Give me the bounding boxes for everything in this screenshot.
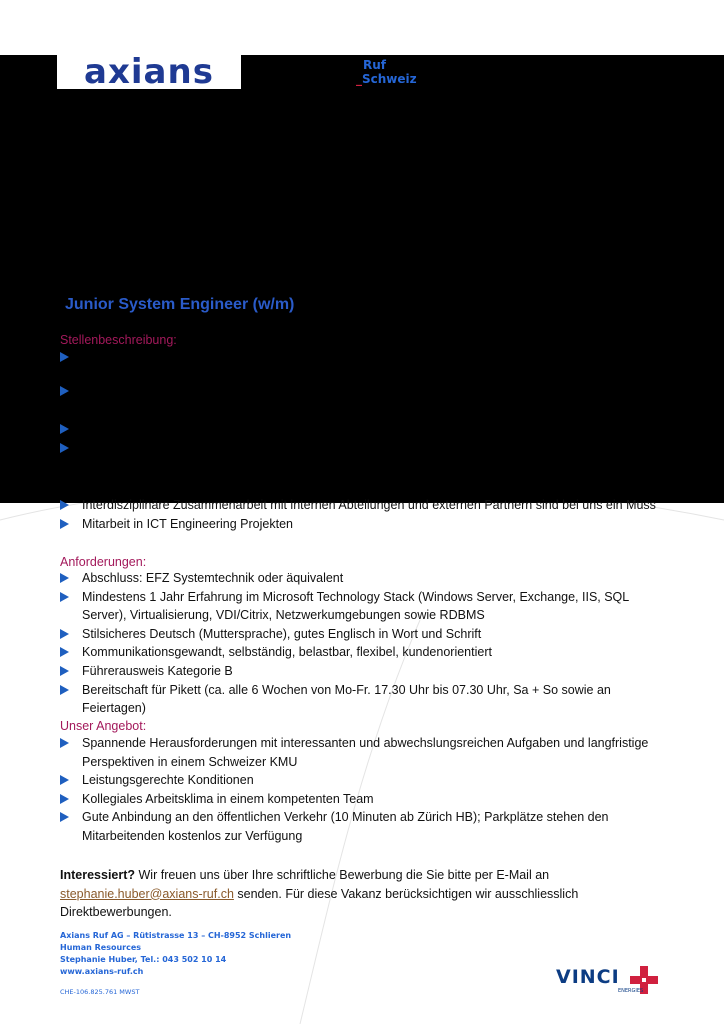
list-item: Kollegiales Arbeitsklima in einem kompetenten Team [60, 790, 660, 809]
interessiert-label: Interessiert? [60, 868, 136, 882]
brand-schweiz: Schweiz [362, 72, 417, 86]
bullet-icon [60, 666, 69, 676]
list-item: Führerausweis Kategorie B [60, 662, 660, 681]
bullet-icon [60, 443, 69, 453]
bullet-icon [60, 573, 69, 583]
bullet-icon [60, 685, 69, 695]
anforderungen-list [60, 569, 660, 718]
list-item: Spannende Herausforderungen mit interessanten und abwechslungsreichen Aufgaben und langfristige Perspektiven in einem Schweizer KMU [60, 734, 660, 771]
vinci-energies-logo [556, 966, 666, 998]
brand-ruf: Ruf [363, 58, 387, 72]
axians-logo [57, 52, 241, 92]
vinci-sub: ENERGIES [618, 988, 644, 994]
bullet-icon [60, 775, 69, 785]
bullet-icon [60, 647, 69, 657]
bullet-icon [60, 424, 69, 434]
brand-dash: _ [356, 72, 362, 86]
list-item: Kommunikationsgewandt, selbständig, belastbar, flexibel, kundenorientiert [60, 643, 660, 662]
stellenbeschreibung-list [60, 496, 656, 533]
bullet-icon [60, 519, 69, 529]
bullet-icon [60, 812, 69, 822]
angebot-heading: Unser Angebot: [60, 719, 147, 733]
list-item: Mindestens 1 Jahr Erfahrung im Microsoft Technology Stack (Windows Server, Exchange, IIS, SQL Server), Virtualisierung, VDI/Citrix, Netzwerkumgebungen sowie RDBMS [60, 588, 660, 625]
mwst-number: CHE-106.825.761 MWST [60, 988, 140, 996]
job-title: Junior System Engineer (w/m) [65, 296, 295, 313]
list-item: Interdisziplinäre Zusammenarbeit mit internen Abteilungen und externen Partnern sind bei uns ein Muss [60, 496, 656, 515]
vinci-word: VINCI [556, 966, 620, 988]
email-link[interactable]: stephanie.huber@axians-ruf.ch [60, 886, 234, 901]
bullet-icon [60, 738, 69, 748]
redacted-block [0, 52, 724, 503]
bullet-icon [60, 592, 69, 602]
list-item: Bereitschaft für Pikett (ca. alle 6 Wochen von Mo-Fr. 17.30 Uhr bis 07.30 Uhr, Sa + So sowie an Feiertagen) [60, 681, 660, 718]
list-item: Stilsicheres Deutsch (Muttersprache), gutes Englisch in Wort und Schrift [60, 625, 660, 644]
list-item: Gute Anbindung an den öffentlichen Verkehr (10 Minuten ab Zürich HB); Parkplätze stehen den Mitarbeitenden kostenlos zur Verfügung [60, 808, 660, 845]
stellenbeschreibung-hidden-bullets [60, 348, 82, 458]
stellenbeschreibung-heading: Stellenbeschreibung: [60, 333, 177, 347]
bullet-icon [60, 794, 69, 804]
angebot-list [60, 734, 660, 846]
logo-text: axians [84, 52, 214, 92]
footer-address: Axians Ruf AG – Rütistrasse 13 – CH-8952 Schlieren Human Resources Stephanie Huber, Tel.: 043 502 10 14 www.axians-ruf.ch [60, 931, 292, 976]
list-item: Mitarbeit in ICT Engineering Projekten [60, 515, 656, 534]
interessiert-paragraph: Interessiert? Wir freuen uns über Ihre schriftliche Bewerbung die Sie bitte per E-Mail an stephanie.huber@axians-ruf.ch senden. Für diese Vakanz berücksichtigen wir ausschliesslich Direktbewerbungen. [60, 868, 579, 920]
brand-label [356, 58, 417, 86]
list-item: Leistungsgerechte Konditionen [60, 771, 660, 790]
bullet-icon [60, 386, 69, 396]
anforderungen-heading: Anforderungen: [60, 555, 147, 569]
website-link[interactable]: www.axians-ruf.ch [60, 967, 144, 976]
bullet-icon [60, 500, 69, 510]
bullet-icon [60, 352, 69, 362]
bullet-icon [60, 629, 69, 639]
list-item: Abschluss: EFZ Systemtechnik oder äquivalent [60, 569, 660, 588]
